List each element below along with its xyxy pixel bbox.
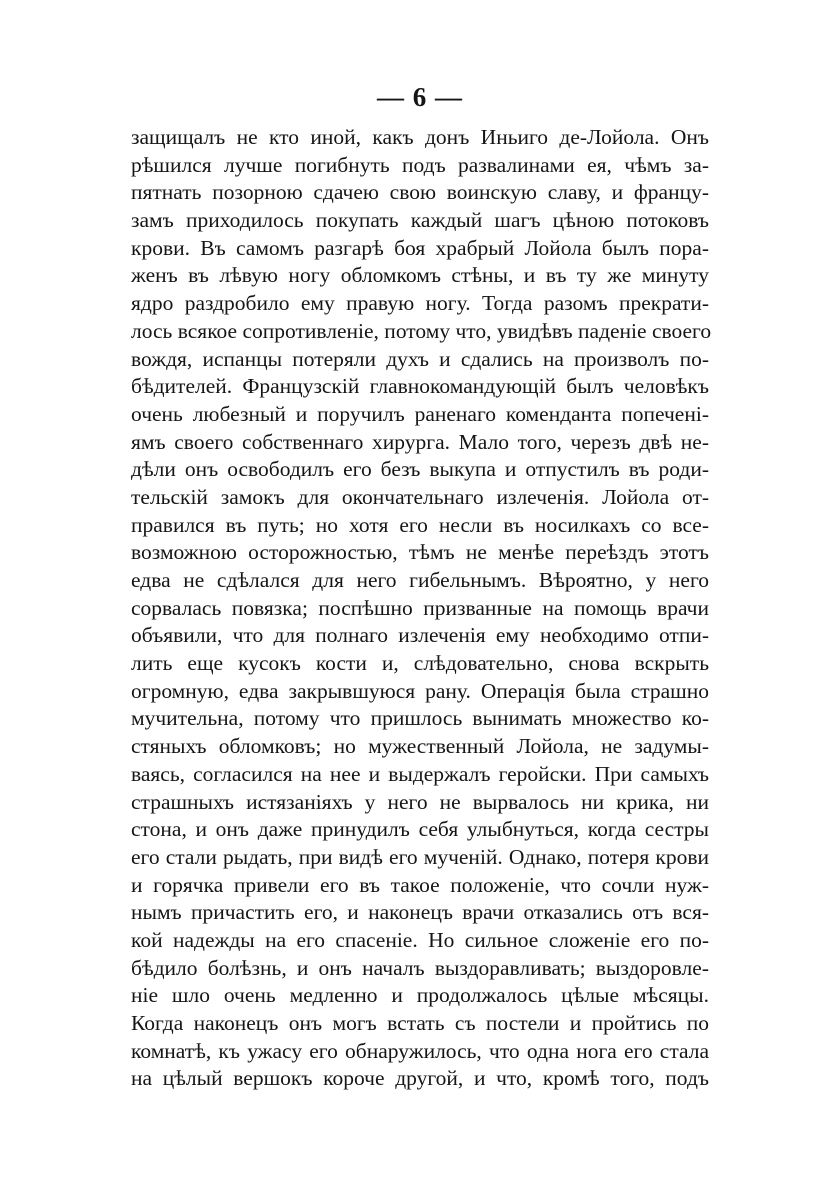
text-line: и горячка привели его въ такое положеніе, что сочли нуж- — [131, 872, 709, 897]
text-line: ваясь, согласился на нее и выдержалъ геройски. При самыхъ — [131, 761, 709, 786]
text-line: пятнать позорною сдачею свою воинскую славу, и францу- — [131, 180, 709, 205]
text-line: Когда наконецъ онъ могъ встать съ постели и пройтись по — [131, 1011, 709, 1035]
body-text — [131, 124, 712, 1093]
text-line: его стали рыдать, при видѣ его мученій. Однако, потеря крови — [131, 844, 709, 869]
text-line: ямъ своего собственнаго хирурга. Мало того, черезъ двѣ не- — [131, 429, 709, 454]
text-line: бѣдило болѣзнь, и онъ началъ выздоравливать; выздоровле- — [131, 955, 709, 980]
text-line: вождя, испанцы потеряли духъ и сдались на произволъ по- — [131, 346, 709, 371]
text-line: мучительна, потому что пришлось вынимать множество ко- — [131, 706, 709, 731]
text-line: лить еще кусокъ кости и, слѣдовательно, снова вскрыть — [131, 651, 709, 676]
text-line: замъ приходилось покупать каждый шагъ цѣною потоковъ — [131, 208, 709, 233]
text-line: тельскій замокъ для окончательнаго излеченія. Лойола от- — [131, 484, 709, 509]
text-line: сорвалась повязка; поспѣшно призванные на помощь врачи — [131, 595, 709, 620]
text-line: комнатѣ, къ ужасу его обнаружилось, что одна нога его стала — [131, 1038, 709, 1063]
text-line: стяныхъ обломковъ; но мужественный Лойола, не задумы- — [131, 734, 709, 759]
text-line: крови. Въ самомъ разгарѣ боя храбрый Лойола былъ пора- — [131, 235, 709, 260]
text-line: рѣшился лучше погибнуть подъ развалинами ея, чѣмъ за- — [131, 152, 709, 177]
text-line: правился въ путь; но хотя его несли въ носилкахъ со все- — [131, 512, 709, 537]
text-line: возможною осторожностью, тѣмъ не менѣе переѣздъ этотъ — [131, 540, 709, 565]
text-line: едва не сдѣлался для него гибельнымъ. Вѣроятно, у него — [131, 568, 709, 592]
text-line: женъ въ лѣвую ногу обломкомъ стѣны, и въ ту же минуту — [131, 263, 709, 288]
text-line: стона, и онъ даже принудилъ себя улыбнуться, когда сестры — [131, 817, 709, 842]
text-line: очень любезный и поручилъ раненаго коменданта попеченi- — [131, 401, 709, 426]
text-line: ядро раздробило ему правую ногу. Тогда разомъ прекрати- — [131, 291, 709, 316]
text-line: на цѣлый вершокъ короче другой, и что, кромѣ того, подъ — [131, 1066, 709, 1091]
text-line: нымъ причастить его, и наконецъ врачи отказались отъ вся- — [131, 900, 709, 925]
text-line: бѣдителей. Французскій главнокомандующій былъ человѣкъ — [131, 374, 709, 399]
text-line: кой надежды на его спасеніе. Но сильное сложеніе его по- — [131, 927, 709, 952]
text-line: защищалъ не кто иной, какъ донъ Иньиго де-Лойола. Онъ — [131, 125, 709, 149]
text-line: ніе шло очень медленно и продолжалось цѣлые мѣсяцы. — [131, 983, 709, 1008]
text-line: объявили, что для полнаго излеченія ему необходимо отпи- — [131, 623, 709, 648]
text-line: дѣли онъ освободилъ его безъ выкупа и отпустилъ въ роди- — [131, 457, 709, 482]
text-line: лось всякое сопротивленіе, потому что, увидѣвъ паденіе своего — [131, 318, 712, 343]
text-line: огромную, едва закрывшуюся рану. Операція была страшно — [131, 678, 709, 703]
page-number: — 6 — — [377, 82, 463, 112]
text-line: страшныхъ истязаніяхъ у него не вырвалось ни крика, ни — [131, 789, 709, 814]
